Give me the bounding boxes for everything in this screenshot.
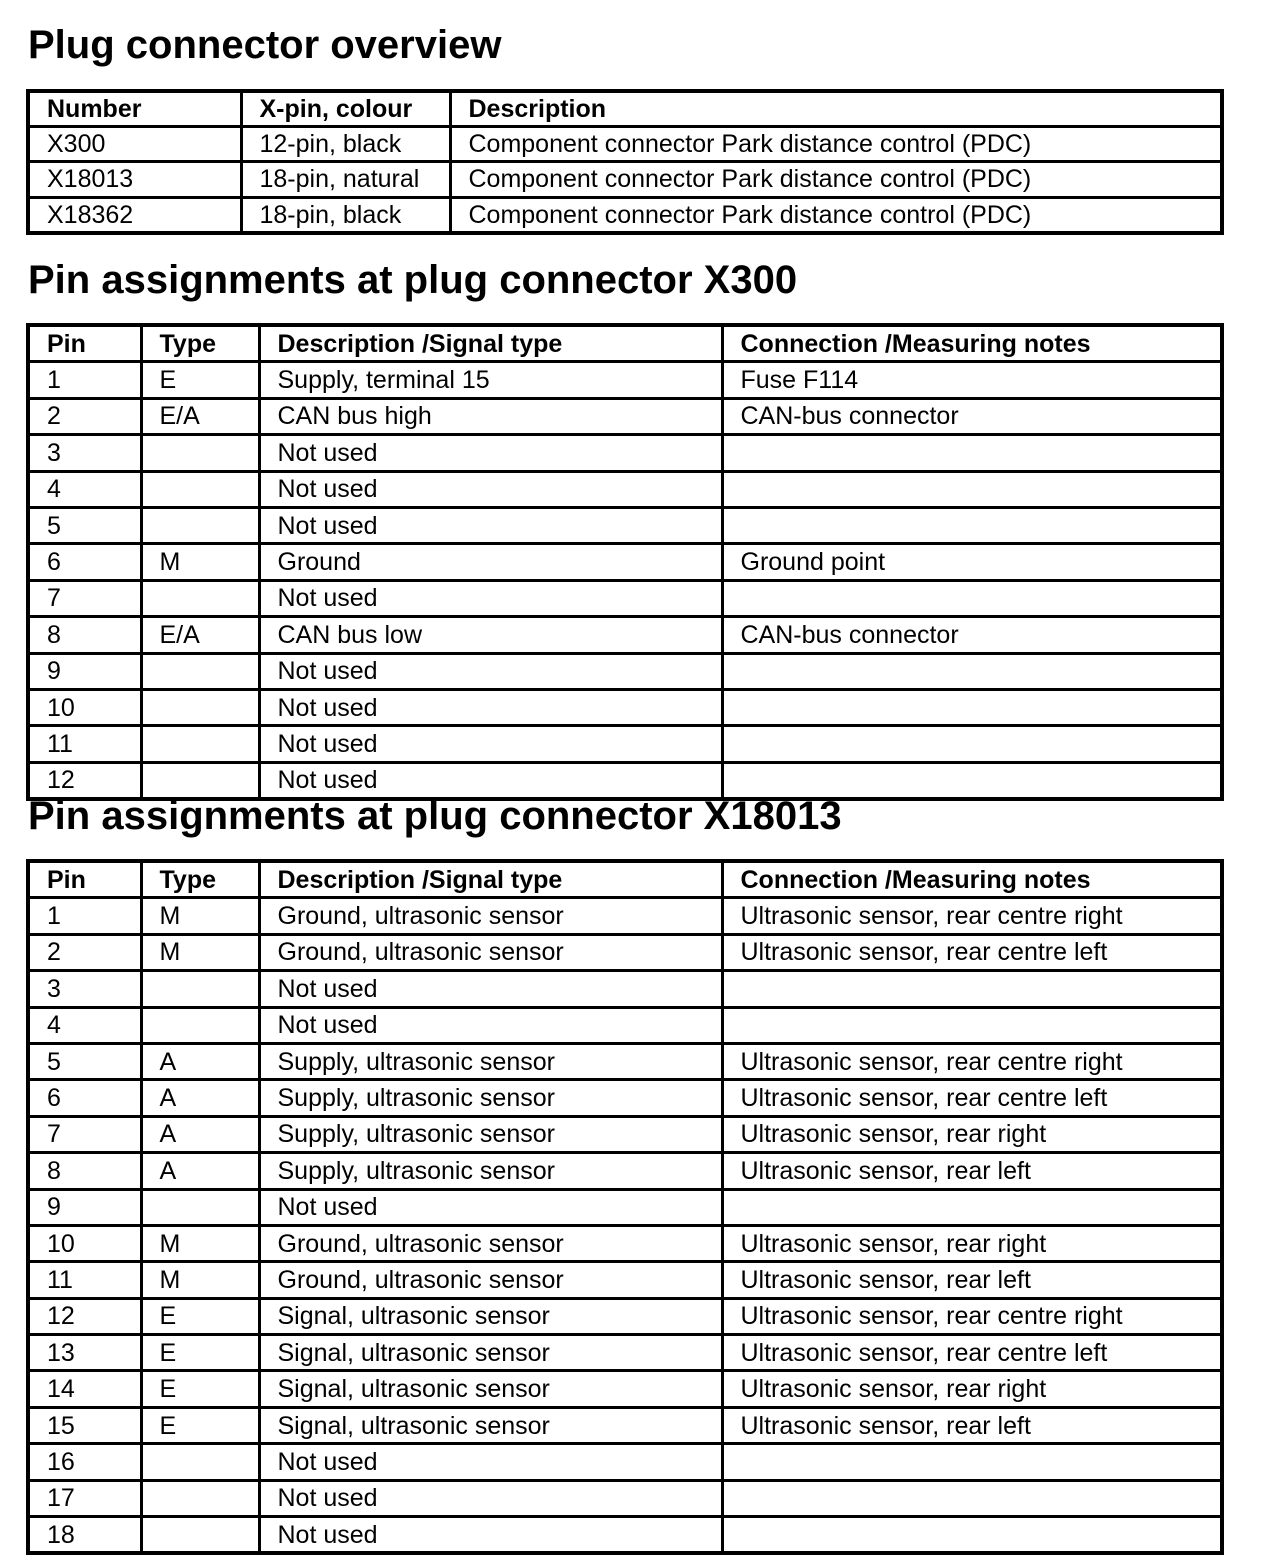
table-row [28,580,1222,616]
cell-signal-description: Not used [259,653,722,689]
cell-pin: 6 [28,544,141,580]
table-row [28,1371,1222,1407]
cell-signal-description: Ground, ultrasonic sensor [259,1262,722,1298]
cell-pin: 5 [28,1043,141,1079]
x18013-pin-table [26,859,1224,1555]
x300-heading: Pin assignments at plug connector X300 [28,258,798,302]
cell-number: X18013 [28,162,241,197]
table-header-row [28,91,1222,127]
cell-pin: 11 [28,1262,141,1298]
cell-pin: 9 [28,1189,141,1225]
cell-pin: 6 [28,1080,141,1116]
cell-type: E/A [141,398,259,434]
table-row [28,1262,1222,1298]
cell-type: A [141,1080,259,1116]
table-row [28,471,1222,507]
cell-signal-description: Supply, ultrasonic sensor [259,1080,722,1116]
cell-type [141,726,259,762]
cell-type [141,471,259,507]
cell-type [141,1444,259,1480]
cell-signal-description: Not used [259,1189,722,1225]
cell-signal-description: Not used [259,580,722,616]
table-header-row [28,861,1222,898]
column-header-measuring-notes: Connection /Measuring notes [722,325,1222,362]
table-row [28,689,1222,725]
cell-measuring-notes: Ultrasonic sensor, rear centre left [722,934,1222,970]
column-header-measuring-notes: Connection /Measuring notes [722,861,1222,898]
cell-signal-description: Ground, ultrasonic sensor [259,934,722,970]
overview-heading: Plug connector overview [28,23,502,67]
cell-signal-description: Supply, ultrasonic sensor [259,1043,722,1079]
cell-signal-description: Ground [259,544,722,580]
cell-pin: 8 [28,617,141,653]
table-row [28,726,1222,762]
cell-pin: 14 [28,1371,141,1407]
cell-pin: 3 [28,971,141,1007]
table-row [28,127,1222,162]
column-header-type: Type [141,861,259,898]
cell-signal-description: Not used [259,1444,722,1480]
cell-pin: 8 [28,1153,141,1189]
cell-measuring-notes [722,689,1222,725]
table-row [28,362,1222,398]
cell-signal-description: CAN bus low [259,617,722,653]
table-row [28,617,1222,653]
cell-signal-description: Signal, ultrasonic sensor [259,1407,722,1443]
cell-type [141,580,259,616]
cell-type: A [141,1116,259,1152]
table-row [28,898,1222,934]
cell-pin: 18 [28,1517,141,1554]
column-header-type: Type [141,325,259,362]
cell-type: M [141,898,259,934]
table-row [28,1407,1222,1443]
cell-signal-description: Signal, ultrasonic sensor [259,1335,722,1371]
cell-measuring-notes: Ultrasonic sensor, rear centre left [722,1335,1222,1371]
column-header-pin: Pin [28,325,141,362]
table-row [28,1517,1222,1554]
cell-measuring-notes: Ultrasonic sensor, rear left [722,1407,1222,1443]
cell-pin: 15 [28,1407,141,1443]
cell-measuring-notes [722,653,1222,689]
cell-pin: 2 [28,934,141,970]
cell-type: E [141,1298,259,1334]
cell-description: Component connector Park distance control (PDC) [450,197,1222,233]
cell-measuring-notes: Ultrasonic sensor, rear right [722,1116,1222,1152]
cell-type: E [141,1407,259,1443]
table-row [28,653,1222,689]
cell-type: A [141,1153,259,1189]
cell-pin: 16 [28,1444,141,1480]
cell-measuring-notes: Fuse F114 [722,362,1222,398]
table-header-row [28,325,1222,362]
cell-pin: 12 [28,762,141,799]
cell-signal-description: Not used [259,471,722,507]
cell-signal-description: CAN bus high [259,398,722,434]
cell-description: Component connector Park distance control (PDC) [450,162,1222,197]
cell-measuring-notes: Ultrasonic sensor, rear centre left [722,1080,1222,1116]
cell-type [141,1517,259,1554]
table-row [28,544,1222,580]
cell-type: E [141,1335,259,1371]
cell-measuring-notes [722,1480,1222,1516]
cell-pin: 1 [28,898,141,934]
cell-measuring-notes [722,1007,1222,1043]
cell-pin: 11 [28,726,141,762]
cell-measuring-notes: CAN-bus connector [722,617,1222,653]
cell-signal-description: Not used [259,1480,722,1516]
table-row [28,1335,1222,1371]
column-header-number: Number [28,91,241,127]
cell-measuring-notes [722,580,1222,616]
cell-pin: 12 [28,1298,141,1334]
cell-signal-description: Not used [259,762,722,799]
cell-measuring-notes [722,435,1222,471]
cell-pin-colour: 18-pin, black [241,197,450,233]
cell-signal-description: Not used [259,689,722,725]
table-row [28,398,1222,434]
table-row [28,1007,1222,1043]
table-row [28,1225,1222,1261]
table-row [28,971,1222,1007]
cell-type: M [141,544,259,580]
cell-pin: 1 [28,362,141,398]
cell-measuring-notes: Ultrasonic sensor, rear left [722,1153,1222,1189]
cell-pin: 2 [28,398,141,434]
connector-overview-table [26,89,1224,235]
cell-type [141,1480,259,1516]
cell-type [141,1189,259,1225]
cell-pin: 7 [28,1116,141,1152]
table-row [28,1080,1222,1116]
cell-pin: 13 [28,1335,141,1371]
cell-measuring-notes: Ultrasonic sensor, rear centre right [722,898,1222,934]
cell-signal-description: Not used [259,435,722,471]
cell-measuring-notes [722,1444,1222,1480]
cell-number: X300 [28,127,241,162]
cell-signal-description: Not used [259,1007,722,1043]
table-row [28,162,1222,197]
cell-type: M [141,934,259,970]
cell-pin: 10 [28,689,141,725]
cell-signal-description: Ground, ultrasonic sensor [259,1225,722,1261]
cell-description: Component connector Park distance control (PDC) [450,127,1222,162]
cell-signal-description: Not used [259,726,722,762]
cell-measuring-notes: CAN-bus connector [722,398,1222,434]
cell-measuring-notes [722,471,1222,507]
cell-measuring-notes: Ultrasonic sensor, rear centre right [722,1043,1222,1079]
cell-signal-description: Signal, ultrasonic sensor [259,1298,722,1334]
cell-type [141,435,259,471]
table-row [28,197,1222,233]
cell-pin: 5 [28,507,141,543]
table-row [28,1043,1222,1079]
cell-signal-description: Not used [259,1517,722,1554]
x300-pin-table [26,323,1224,801]
cell-measuring-notes [722,1189,1222,1225]
cell-measuring-notes: Ultrasonic sensor, rear right [722,1371,1222,1407]
cell-pin: 4 [28,471,141,507]
table-row [28,1480,1222,1516]
cell-signal-description: Supply, ultrasonic sensor [259,1116,722,1152]
cell-measuring-notes: Ground point [722,544,1222,580]
cell-signal-description: Supply, terminal 15 [259,362,722,398]
cell-pin: 9 [28,653,141,689]
table-row [28,1153,1222,1189]
x18013-heading: Pin assignments at plug connector X18013 [28,794,842,838]
table-row [28,1189,1222,1225]
cell-type [141,1007,259,1043]
cell-type: E [141,1371,259,1407]
cell-pin: 7 [28,580,141,616]
cell-measuring-notes: Ultrasonic sensor, rear right [722,1225,1222,1261]
cell-measuring-notes [722,1517,1222,1554]
cell-type: E [141,362,259,398]
cell-signal-description: Signal, ultrasonic sensor [259,1371,722,1407]
column-header-description: Description [450,91,1222,127]
cell-measuring-notes: Ultrasonic sensor, rear left [722,1262,1222,1298]
column-header-signal-description: Description /Signal type [259,861,722,898]
cell-pin: 17 [28,1480,141,1516]
table-row [28,1444,1222,1480]
cell-type: M [141,1262,259,1298]
cell-pin: 10 [28,1225,141,1261]
cell-measuring-notes [722,726,1222,762]
cell-signal-description: Not used [259,507,722,543]
table-row [28,507,1222,543]
cell-measuring-notes: Ultrasonic sensor, rear centre right [722,1298,1222,1334]
column-header-pin: Pin [28,861,141,898]
cell-signal-description: Supply, ultrasonic sensor [259,1153,722,1189]
column-header-signal-description: Description /Signal type [259,325,722,362]
cell-signal-description: Not used [259,971,722,1007]
cell-pin-colour: 18-pin, natural [241,162,450,197]
cell-signal-description: Ground, ultrasonic sensor [259,898,722,934]
table-row [28,435,1222,471]
cell-measuring-notes [722,507,1222,543]
cell-type: E/A [141,617,259,653]
cell-number: X18362 [28,197,241,233]
cell-type [141,971,259,1007]
cell-pin-colour: 12-pin, black [241,127,450,162]
table-row [28,934,1222,970]
cell-type [141,653,259,689]
cell-pin: 4 [28,1007,141,1043]
cell-type [141,507,259,543]
table-row [28,1298,1222,1334]
cell-measuring-notes [722,971,1222,1007]
column-header-pin-colour: X-pin, colour [241,91,450,127]
cell-pin: 3 [28,435,141,471]
cell-type [141,689,259,725]
table-row [28,1116,1222,1152]
cell-type: A [141,1043,259,1079]
cell-type: M [141,1225,259,1261]
